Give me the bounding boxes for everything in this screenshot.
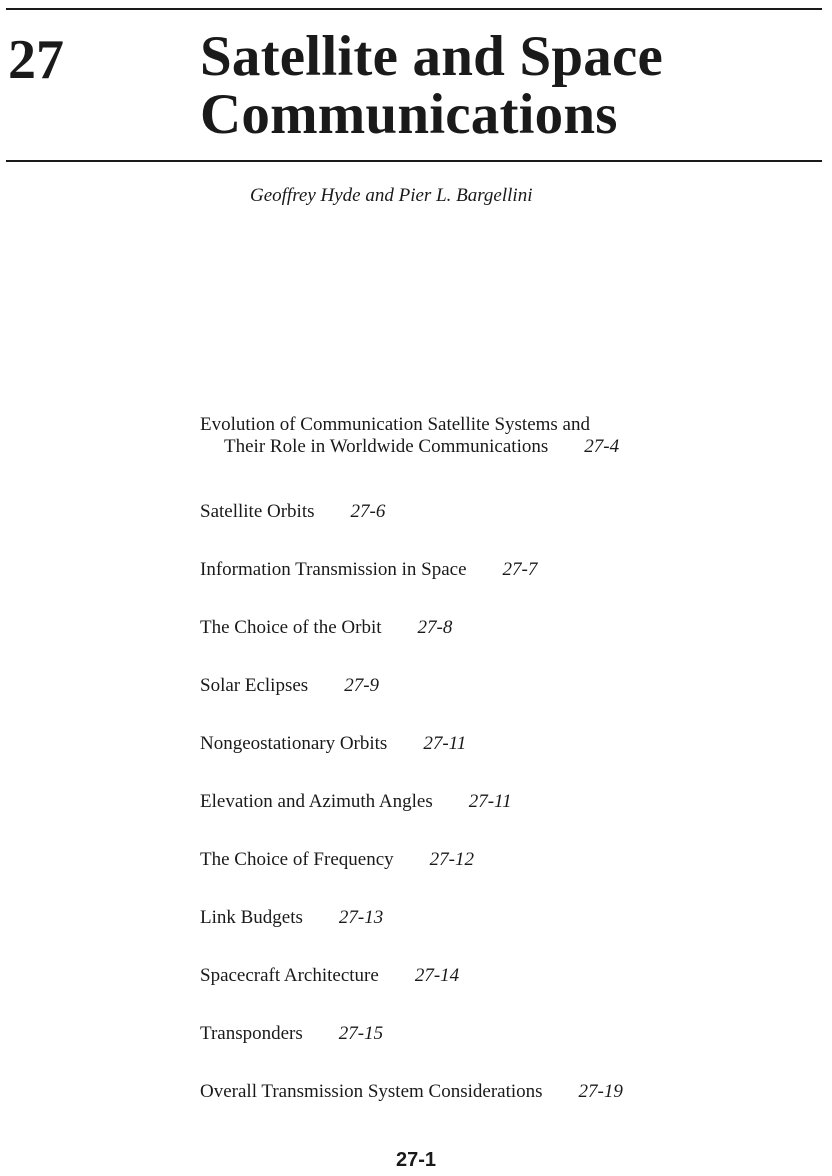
toc-item-page: 27-14: [414, 965, 460, 986]
toc-item-page: 27-9: [344, 675, 380, 696]
toc-item: [200, 849, 800, 871]
toc-item-title: Solar Eclipses: [200, 675, 309, 696]
toc-item: [200, 733, 800, 755]
chapter-title-line-2: Communications: [200, 83, 618, 146]
toc-item-title: The Choice of Frequency: [200, 849, 394, 870]
toc-item-page: 27-4: [584, 436, 620, 457]
toc-item: [200, 414, 800, 458]
toc-item-title: Transponders: [200, 1023, 303, 1044]
toc-item-title: Elevation and Azimuth Angles: [200, 791, 433, 812]
top-rule: [6, 8, 822, 10]
toc-item: [200, 791, 800, 813]
toc-item-title: Information Transmission in Space: [200, 559, 467, 580]
toc-item: [200, 907, 800, 929]
title-bottom-rule: [6, 160, 822, 162]
chapter-number: 27: [8, 29, 64, 91]
toc-item: [200, 617, 800, 639]
toc-item-title-continued: [200, 436, 800, 458]
toc-item-page: 27-6: [350, 501, 386, 522]
toc-item-page: 27-12: [429, 849, 474, 870]
toc-item-title: Link Budgets: [200, 907, 303, 928]
toc-item: [200, 1081, 800, 1103]
toc-item-page: 27-11: [468, 791, 512, 812]
chapter-title: [200, 25, 810, 146]
toc-item-page: 27-8: [417, 617, 453, 638]
toc-item-page: 27-7: [502, 559, 538, 580]
toc-item-title: Overall Transmission System Considerations: [200, 1081, 543, 1102]
toc-item-page: 27-15: [338, 1023, 384, 1044]
toc-item: [200, 1023, 800, 1045]
toc-item-page: 27-13: [338, 907, 384, 928]
toc-item-title: Nongeostationary Orbits: [200, 733, 388, 754]
toc-item: [200, 559, 800, 581]
toc-item: [200, 965, 800, 987]
chapter-contents: [200, 414, 800, 1103]
toc-item: [200, 675, 800, 697]
toc-item-title: The Choice of the Orbit: [200, 617, 382, 638]
toc-item-title: Evolution of Communication Satellite Systems and: [200, 414, 590, 435]
toc-item-title: Satellite Orbits: [200, 501, 315, 522]
chapter-title-line-1: Satellite and Space: [200, 25, 663, 88]
toc-item: [200, 501, 800, 523]
page-number: 27-1: [395, 1149, 437, 1171]
chapter-authors: Geoffrey Hyde and Pier L. Bargellini: [250, 185, 533, 206]
toc-item-page: 27-11: [423, 733, 467, 754]
toc-item-title-line-2: Their Role in Worldwide Communications: [224, 436, 549, 457]
toc-item-page: 27-19: [578, 1081, 623, 1102]
toc-item-title: Spacecraft Architecture: [200, 965, 379, 986]
